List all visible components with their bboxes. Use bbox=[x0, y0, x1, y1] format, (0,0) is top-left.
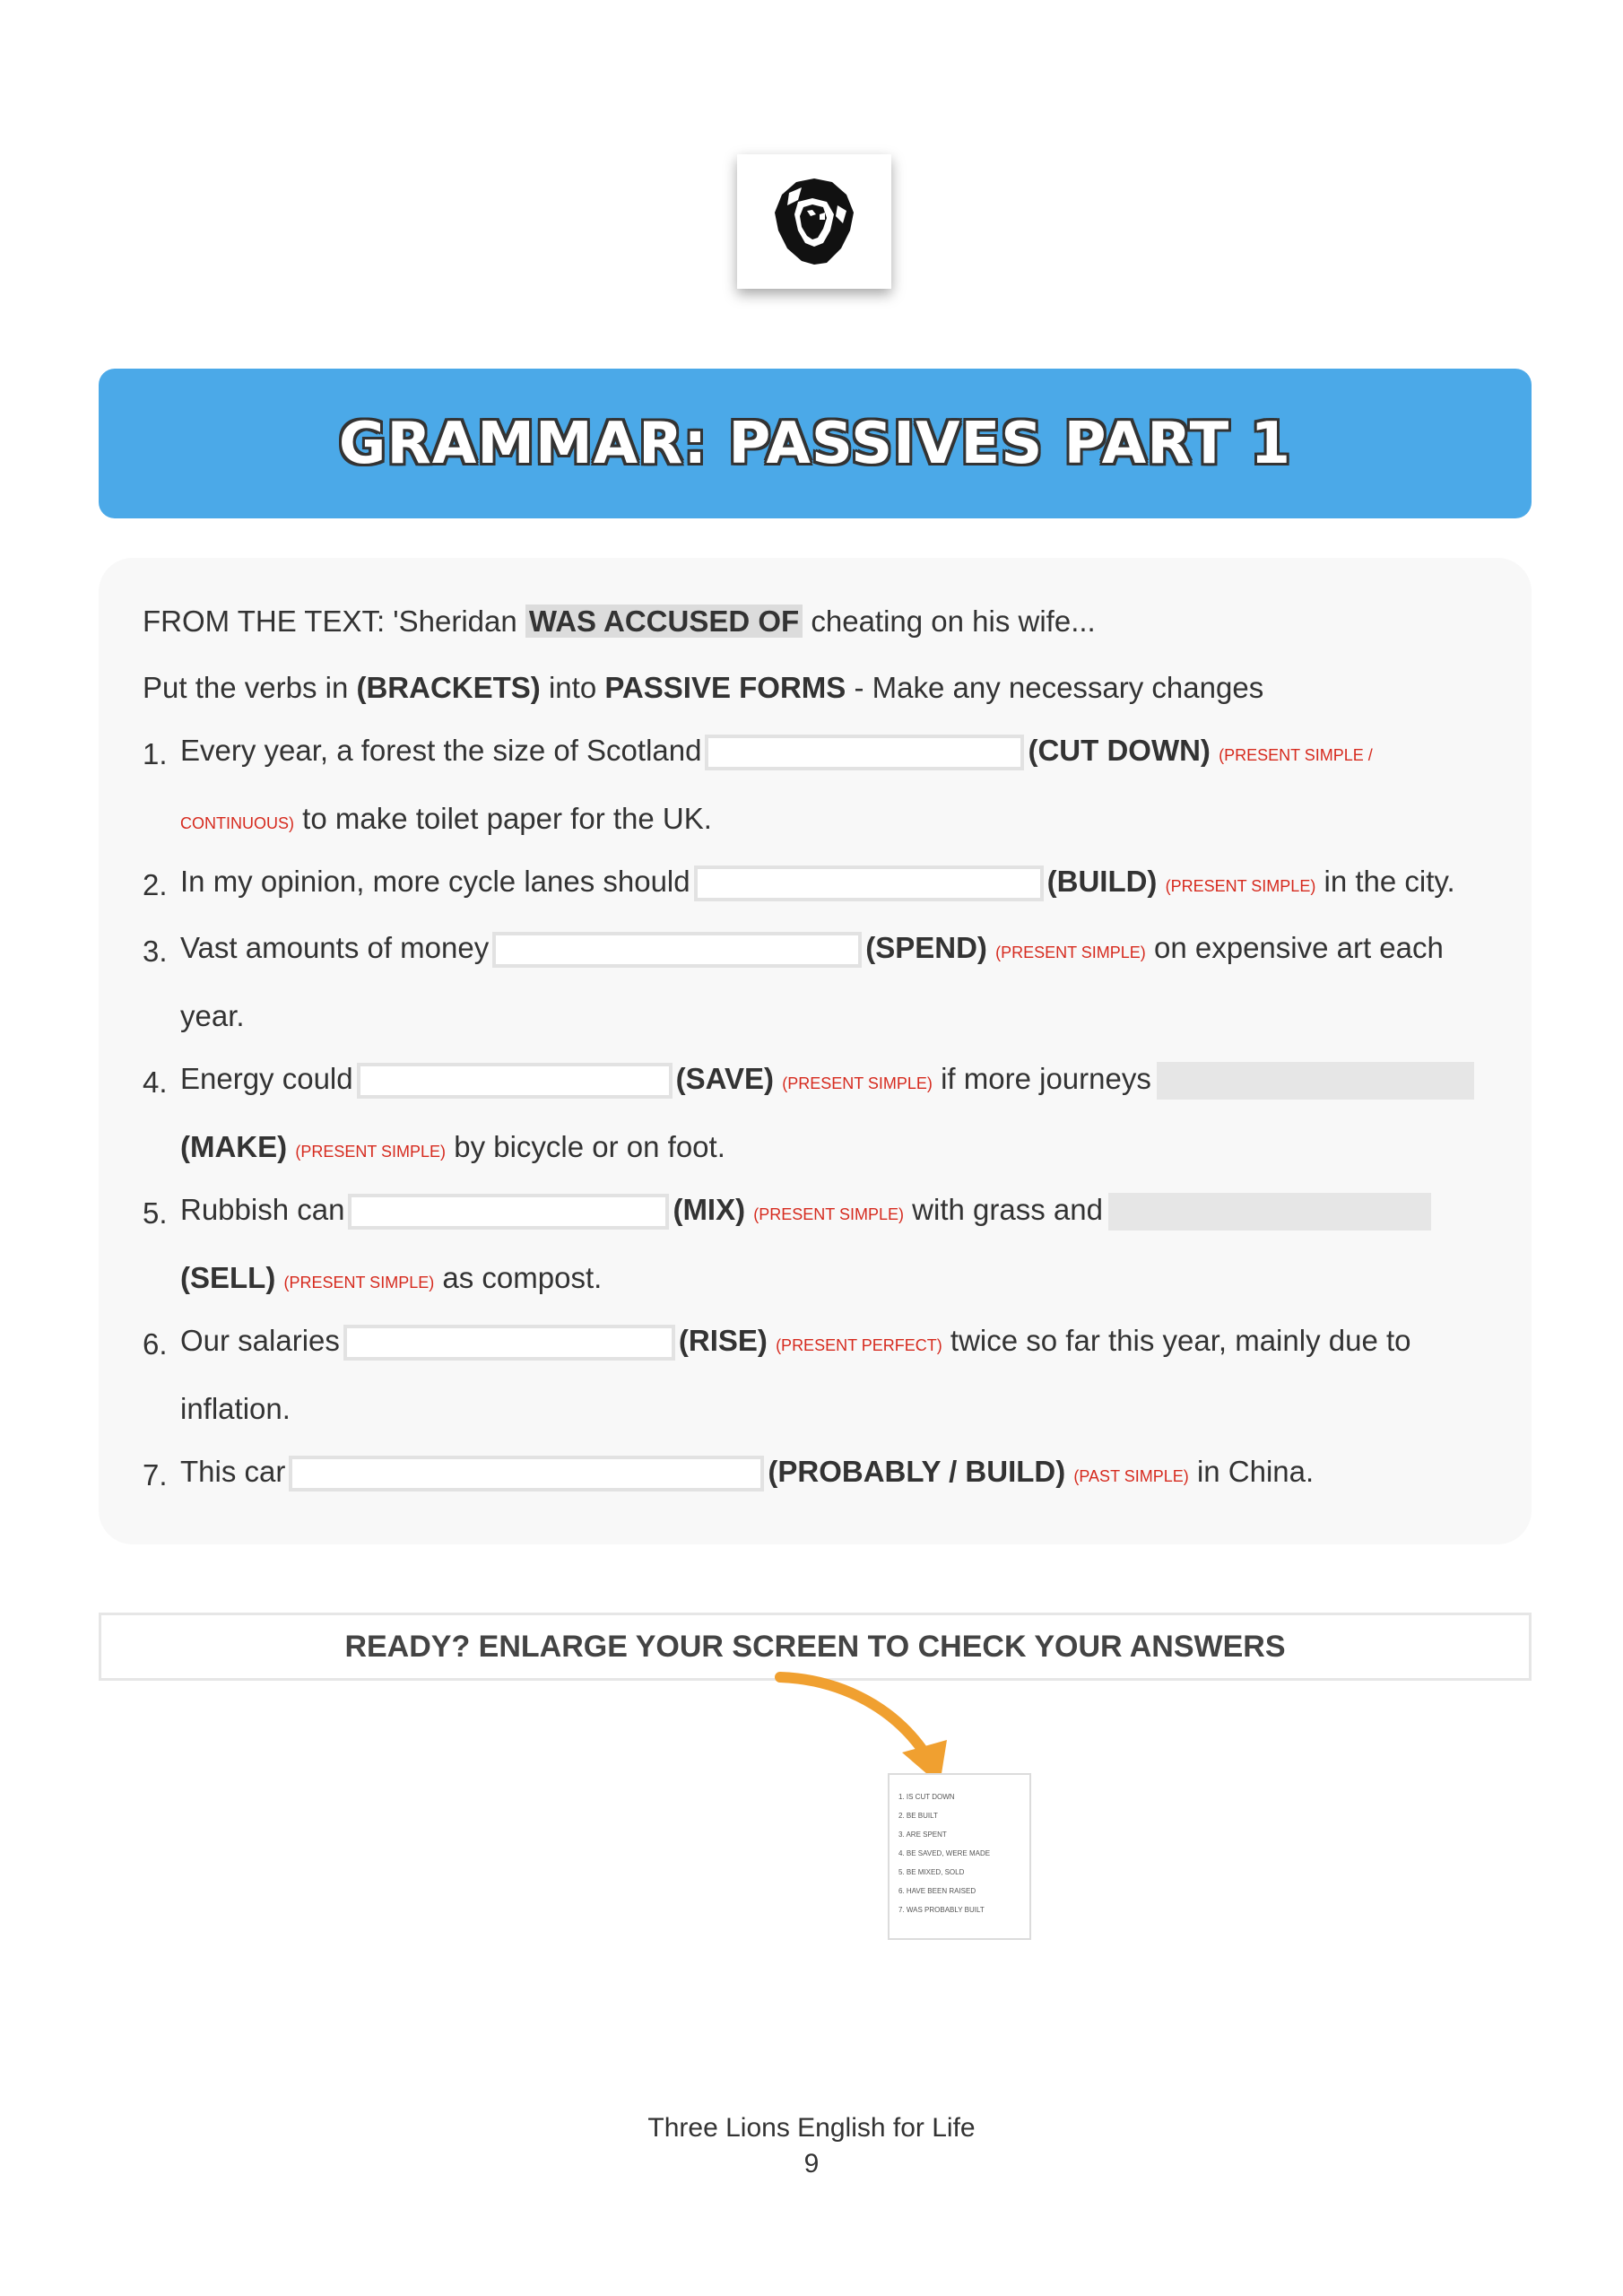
verb-cue: (MIX) bbox=[673, 1193, 746, 1226]
question-number: 7. bbox=[143, 1458, 168, 1492]
question-text: twice so far this year, mainly due to bbox=[950, 1324, 1411, 1357]
page-number: 9 bbox=[803, 2149, 820, 2179]
question-5 bbox=[180, 1193, 1431, 1231]
tense-tag: (PRESENT SIMPLE) bbox=[1165, 877, 1316, 895]
instruction-text: into bbox=[548, 671, 597, 704]
answer-item: 4. BE SAVED, WERE MADE bbox=[898, 1849, 991, 1857]
question-6 bbox=[180, 1324, 1410, 1361]
answer-field-3[interactable] bbox=[492, 932, 862, 968]
question-text: with grass and bbox=[912, 1193, 1103, 1226]
question-number: 2. bbox=[143, 868, 168, 901]
answer-item: 7. WAS PROBABLY BUILT bbox=[898, 1906, 985, 1914]
tense-tag: (PAST SIMPLE) bbox=[1073, 1467, 1189, 1485]
answer-field-7[interactable] bbox=[289, 1456, 764, 1492]
question-text: Every year, a forest the size of Scotland bbox=[180, 734, 702, 767]
answer-item: 6. HAVE BEEN RAISED bbox=[898, 1887, 976, 1895]
question-number: 4. bbox=[143, 1065, 168, 1099]
title-banner bbox=[99, 369, 1532, 518]
from-text-suffix: cheating on his wife... bbox=[811, 604, 1096, 638]
question-number: 3. bbox=[143, 935, 168, 968]
question-text: Vast amounts of money bbox=[180, 931, 490, 964]
check-answers-label: READY? ENLARGE YOUR SCREEN TO CHECK YOUR ANSWERS bbox=[344, 1629, 1286, 1664]
verb-cue: (PROBABLY / BUILD) bbox=[768, 1455, 1066, 1488]
verb-cue: (RISE) bbox=[678, 1324, 768, 1357]
tense-tag: (PRESENT SIMPLE) bbox=[283, 1274, 435, 1292]
question-number: 5. bbox=[143, 1196, 168, 1230]
verb-cue: (SPEND) bbox=[865, 931, 987, 964]
logo-frame bbox=[737, 154, 891, 289]
instruction-line bbox=[143, 671, 1263, 705]
answer-field-4a[interactable] bbox=[357, 1063, 673, 1099]
question-4 bbox=[180, 1062, 1474, 1100]
instruction-brackets: (BRACKETS) bbox=[356, 671, 541, 704]
question-3 bbox=[180, 931, 1444, 968]
tense-tag: (PRESENT SIMPLE) bbox=[753, 1205, 904, 1223]
question-text: in China. bbox=[1196, 1455, 1315, 1488]
question-text: This car bbox=[180, 1455, 286, 1488]
instruction-text: - Make any necessary changes bbox=[854, 671, 1264, 704]
tense-tag: (PRESENT SIMPLE) bbox=[995, 944, 1146, 961]
exercise-panel bbox=[99, 558, 1532, 1544]
footer-brand: Three Lions English for Life bbox=[647, 2113, 976, 2143]
question-number: 1. bbox=[143, 737, 168, 770]
answer-item: 1. IS CUT DOWN bbox=[898, 1793, 955, 1801]
answer-field-5b[interactable] bbox=[1108, 1193, 1431, 1231]
question-text: if more journeys bbox=[941, 1062, 1151, 1095]
question-text: Energy could bbox=[180, 1062, 353, 1095]
question-2 bbox=[180, 865, 1455, 901]
answers-thumbnail[interactable] bbox=[888, 1773, 1031, 1940]
answer-field-2[interactable] bbox=[694, 865, 1044, 901]
question-text: as compost. bbox=[442, 1261, 603, 1294]
instruction-passive-forms: PASSIVE FORMS bbox=[604, 671, 846, 704]
answer-field-5a[interactable] bbox=[348, 1194, 669, 1230]
from-text-prefix: FROM THE TEXT: 'Sheridan bbox=[143, 604, 517, 638]
question-text: Our salaries bbox=[180, 1324, 340, 1357]
question-7 bbox=[180, 1455, 1314, 1492]
question-text: to make toilet paper for the UK. bbox=[302, 802, 712, 835]
from-text-line bbox=[143, 604, 1096, 639]
question-text: on expensive art each bbox=[1153, 931, 1444, 964]
verb-cue: (SELL) bbox=[180, 1261, 276, 1294]
tense-tag: (PRESENT SIMPLE / bbox=[1219, 746, 1373, 764]
question-3-cont: year. bbox=[180, 999, 245, 1032]
highlighted-phrase: WAS ACCUSED OF bbox=[525, 604, 803, 638]
question-1-cont bbox=[180, 802, 712, 836]
page-title: GRAMMAR: PASSIVES PART 1 bbox=[338, 410, 1292, 477]
tense-tag: CONTINUOUS) bbox=[180, 814, 294, 832]
tense-tag: (PRESENT SIMPLE) bbox=[782, 1074, 933, 1092]
instruction-text: Put the verbs in bbox=[143, 671, 349, 704]
tense-tag: (PRESENT SIMPLE) bbox=[295, 1143, 447, 1161]
answer-item: 3. ARE SPENT bbox=[898, 1831, 947, 1839]
question-text: in the city. bbox=[1324, 865, 1455, 898]
answer-field-6[interactable] bbox=[343, 1325, 675, 1361]
question-1 bbox=[180, 734, 1373, 770]
question-text: In my opinion, more cycle lanes should bbox=[180, 865, 690, 898]
question-4-cont bbox=[180, 1130, 725, 1164]
question-text: by bicycle or on foot. bbox=[454, 1130, 725, 1163]
question-6-cont: inflation. bbox=[180, 1392, 291, 1425]
question-text: Rubbish can bbox=[180, 1193, 345, 1226]
question-number: 6. bbox=[143, 1327, 168, 1361]
answer-field-4b[interactable] bbox=[1157, 1062, 1474, 1100]
verb-cue: (CUT DOWN) bbox=[1028, 734, 1211, 767]
verb-cue: (SAVE) bbox=[675, 1062, 775, 1095]
answer-item: 5. BE MIXED, SOLD bbox=[898, 1868, 965, 1876]
answer-item: 2. BE BUILT bbox=[898, 1812, 938, 1820]
verb-cue: (MAKE) bbox=[180, 1130, 288, 1163]
lion-head-logo-icon bbox=[771, 175, 857, 268]
answer-field-1[interactable] bbox=[705, 735, 1024, 770]
verb-cue: (BUILD) bbox=[1046, 865, 1158, 898]
question-5-cont bbox=[180, 1261, 602, 1295]
tense-tag: (PRESENT PERFECT) bbox=[776, 1336, 942, 1354]
